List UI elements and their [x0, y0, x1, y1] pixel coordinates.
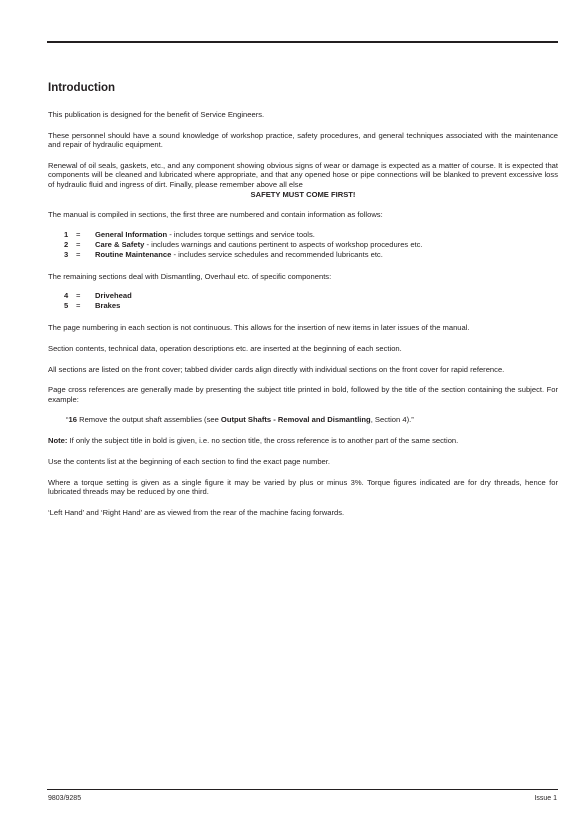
section-contents-paragraph: Section contents, technical data, operation descriptions etc. are inserted at the beginning of each section.	[48, 343, 402, 353]
item-description: - includes warnings and cautions pertinent to aspects of workshop procedures etc.	[144, 239, 423, 249]
intro-paragraph-3: Renewal of oil seals, gaskets, etc., and any component showing obvious signs of wear or damage is expected as a matter of course. It is expected that components will be cleaned and lubricated where appropriate, and that any opened hose or pipe connections will be blanked to prevent excessive loss of hydraulic fluid and ingress of dirt. Finally, please remember above all else	[48, 160, 558, 189]
intro-paragraph-2: These personnel should have a sound knowledge of workshop practice, safety procedures, and general techniques associated with the maintenance and repair of hydraulic equipment.	[48, 130, 558, 150]
list-item	[64, 230, 558, 240]
example-open-quote: “	[66, 415, 69, 425]
page-title: Introduction	[48, 82, 116, 94]
item-equals: =	[76, 301, 81, 311]
example-bold-title: Output Shafts - Removal and Dismantling	[220, 415, 371, 425]
example-text-end: , Section 4).”	[370, 415, 414, 425]
safety-statement: SAFETY MUST COME FIRST!	[250, 189, 356, 199]
item-number: 3	[64, 249, 69, 259]
list-item	[64, 250, 558, 260]
left-right-hand-paragraph: ‘Left Hand’ and ‘Right Hand’ are as viewed from the rear of the machine facing forwards.	[48, 507, 345, 517]
example-text: Remove the output shaft assemblies (see	[76, 415, 221, 425]
document-number: 9803/9285	[48, 795, 82, 802]
item-title: Care & Safety	[95, 239, 145, 249]
torque-paragraph: Where a torque setting is given as a single figure it may be varied by plus or minus 3%. Torque figures indicated are for dry threads, hence for lubricated threads may be reduced by one third.	[48, 477, 558, 497]
item-title: Routine Maintenance	[95, 249, 172, 259]
content-area	[48, 79, 558, 528]
issue-label: Issue 1	[534, 795, 557, 802]
cross-reference-paragraph: Page cross references are generally made by presenting the subject title printed in bold, followed by the title of the section containing the subject. For example:	[48, 385, 558, 404]
remaining-sections-list	[64, 291, 558, 311]
list-item	[64, 291, 558, 301]
item-equals: =	[76, 291, 81, 301]
sections-intro: The manual is compiled in sections, the first three are numbered and contain information as follows:	[48, 210, 383, 220]
item-number: 2	[64, 239, 69, 249]
item-number: 1	[64, 229, 69, 239]
item-equals: =	[76, 239, 81, 249]
remaining-sections-text: The remaining sections deal with Dismantling, Overhaul etc. of specific components:	[48, 271, 332, 281]
sections-list	[64, 230, 558, 260]
item-title: Drivehead	[95, 291, 132, 301]
list-item	[64, 301, 558, 311]
front-cover-paragraph: All sections are listed on the front cover; tabbed divider cards align directly with individual sections on the front cover for rapid reference.	[48, 364, 505, 374]
cross-reference-example	[66, 415, 558, 425]
item-number: 5	[64, 301, 69, 311]
note-paragraph	[48, 436, 558, 446]
item-number: 4	[64, 291, 69, 301]
page-numbering-paragraph: The page numbering in each section is not continuous. This allows for the insertion of new items in later issues of the manual.	[48, 323, 470, 333]
item-equals: =	[76, 229, 81, 239]
intro-paragraph-1: This publication is designed for the benefit of Service Engineers.	[48, 110, 265, 119]
item-description: - includes torque settings and service tools.	[167, 229, 315, 239]
note-text: If only the subject title in bold is given, i.e. no section title, the cross reference is to another part of the same section.	[67, 436, 459, 446]
top-rule	[47, 41, 558, 43]
item-title: Brakes	[95, 301, 121, 311]
list-item	[64, 240, 558, 250]
item-title: General Information	[95, 229, 168, 239]
contents-list-paragraph: Use the contents list at the beginning of each section to find the exact page number.	[48, 456, 330, 466]
note-label: Note:	[48, 436, 68, 446]
bottom-rule	[47, 789, 558, 790]
item-description: - includes service schedules and recommended lubricants etc.	[171, 249, 383, 259]
example-step-number: 16	[68, 415, 77, 425]
item-equals: =	[76, 249, 81, 259]
